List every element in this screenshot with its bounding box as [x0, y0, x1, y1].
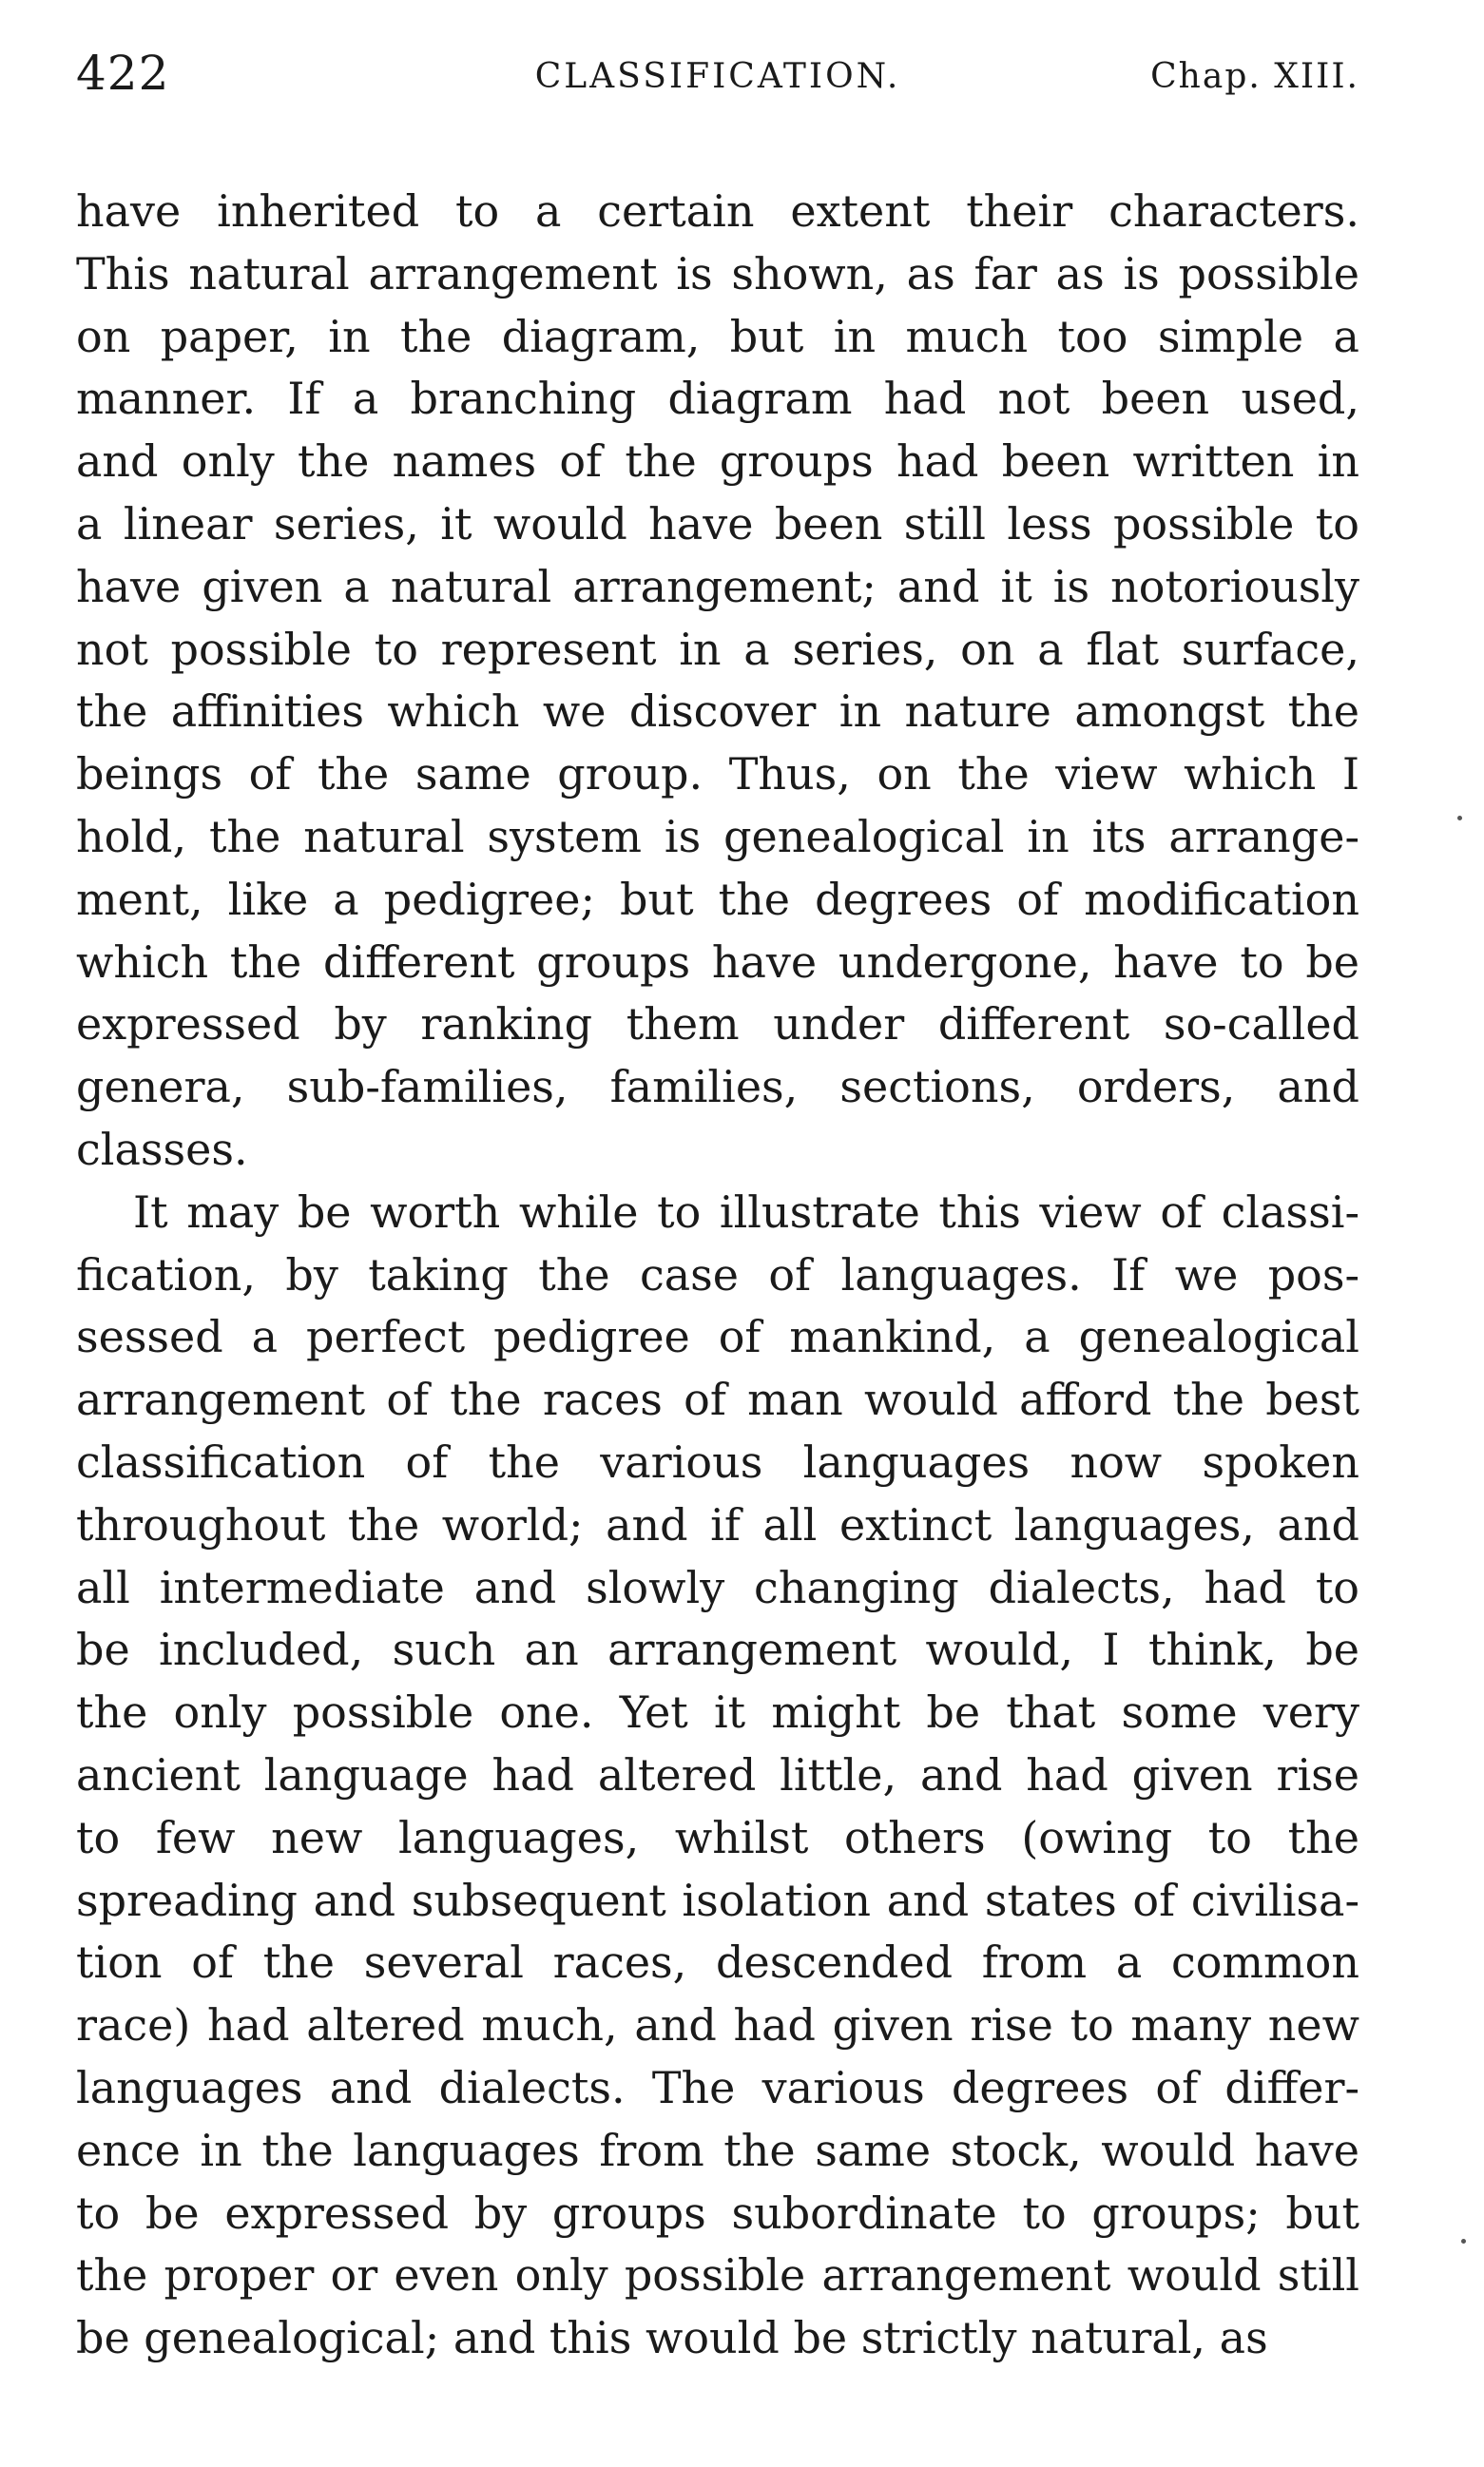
- page-number: 422: [76, 46, 170, 101]
- text-line: sessed a perfect pedigree of mankind, a genealogical: [76, 1311, 1359, 1363]
- text-line: ence in the languages from the same stock, would have: [76, 2124, 1359, 2176]
- text-line: which the different groups have undergone, have to be: [76, 935, 1359, 988]
- text-line: be genealogical; and this would be strictly natural, as: [76, 2312, 1268, 2364]
- text-line: throughout the world; and if all extinct languages, and: [76, 1498, 1359, 1551]
- text-line: ment, like a pedigree; but the degrees of modification: [76, 873, 1359, 925]
- text-line: not possible to represent in a series, on a flat surface,: [76, 623, 1359, 675]
- chapter-label: Chap. XIII.: [1150, 57, 1359, 96]
- text-line: have given a natural arrangement; and it is notoriously: [76, 560, 1359, 612]
- book-page: [76, 38, 1359, 2370]
- text-line: beings of the same group. Thus, on the view which I: [76, 748, 1359, 800]
- text-line: the only possible one. Yet it might be that some very: [76, 1686, 1359, 1739]
- text-line: fication, by taking the case of languages. If we pos-: [76, 1248, 1359, 1301]
- text-line: all intermediate and slowly changing dialects, had to: [76, 1561, 1359, 1613]
- running-head: [76, 38, 1359, 114]
- text-line: on paper, in the diagram, but in much too simple a: [76, 310, 1359, 362]
- text-line: the affinities which we discover in nature amongst the: [76, 685, 1359, 738]
- text-line: and only the names of the groups had been written in: [76, 435, 1359, 488]
- text-line: spreading and subsequent isolation and states of civilisa-: [76, 1874, 1359, 1926]
- text-line: to be expressed by groups subordinate to groups; but: [76, 2187, 1359, 2239]
- text-line: expressed by ranking them under different so-called: [76, 998, 1359, 1050]
- text-line: hold, the natural system is genealogical in its arrange-: [76, 810, 1359, 862]
- text-line: genera, sub-families, families, sections, orders, and: [76, 1061, 1359, 1113]
- text-line: ancient language had altered little, and had given rise: [76, 1748, 1359, 1801]
- text-line: It may be worth while to illustrate this view of classi-: [133, 1185, 1359, 1238]
- text-line: to few new languages, whilst others (owing to the: [76, 1811, 1359, 1863]
- text-line: have inherited to a certain extent their characters.: [76, 185, 1359, 237]
- text-line: This natural arrangement is shown, as far as is possible: [76, 247, 1359, 299]
- margin-mark: [1457, 816, 1462, 820]
- text-line: be included, such an arrangement would, I think, be: [76, 1624, 1359, 1676]
- margin-mark: [1461, 2239, 1466, 2244]
- text-line: languages and dialects. The various degrees of differ-: [76, 2061, 1359, 2113]
- text-line: tion of the several races, descended from a common: [76, 1937, 1359, 1989]
- chapter-title: CLASSIFICATION.: [534, 57, 901, 96]
- body-text: [76, 181, 1359, 2370]
- text-line: classification of the various languages now spoken: [76, 1436, 1359, 1488]
- text-line: a linear series, it would have been still less possible to: [76, 497, 1359, 549]
- text-line: the proper or even only possible arrangement would still: [76, 2249, 1359, 2302]
- text-line: manner. If a branching diagram had not been used,: [76, 373, 1359, 425]
- paragraph: [76, 1182, 1359, 2370]
- text-line: race) had altered much, and had given rise to many new: [76, 1999, 1359, 2052]
- text-line: classes.: [76, 1123, 248, 1175]
- paragraph: [76, 181, 1359, 1182]
- text-line: arrangement of the races of man would afford the best: [76, 1374, 1359, 1426]
